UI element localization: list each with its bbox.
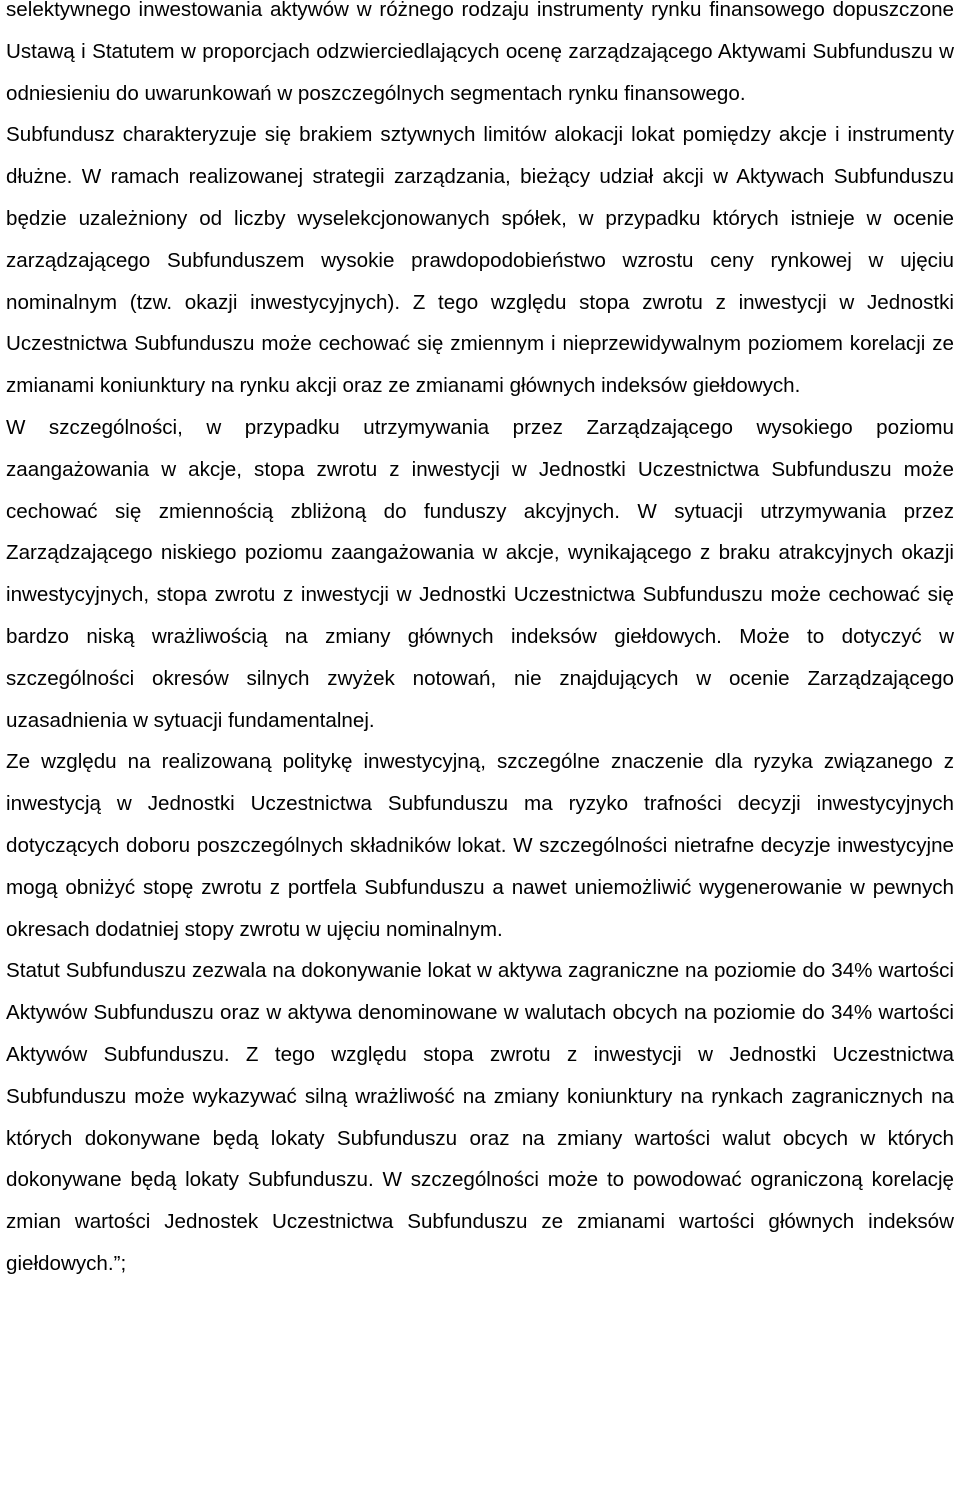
paragraph-allocation-limits: Subfundusz charakteryzuje się brakiem sztywnych limitów alokacji lokat pomiędzy akcje i instrumenty dłużne. W ramach realizowanej strategii zarządzania, bieżący udział akcji w Aktywach Subfunduszu będzie uzależniony od liczby wyselekcjonowanych spółek, w przypadku których istnieje w ocenie zarządzającego Subfunduszem wysokie prawdopodobieństwo wzrostu ceny rynkowej w ujęciu nominalnym (tzw. okazji inwestycyjnych). Z tego względu stopa zwrotu z inwestycji w Jednostki Uczestnictwa Subfunduszu może cechować się zmiennym i nieprzewidywalnym poziomem korelacji ze zmianami koniunktury na rynku akcji oraz ze zmianami głównych indeksów giełdowych.	[6, 123, 954, 398]
paragraph-equity-exposure: W szczególności, w przypadku utrzymywania przez Zarządzającego wysokiego poziomu zaangażowania w akcje, stopa zwrotu z inwestycji w Jednostki Uczestnictwa Subfunduszu może cechować się zmiennością zbliżoną do funduszy akcyjnych. W sytuacji utrzymywania przez Zarządzającego niskiego poziomu zaangażowania w akcje, wynikającego z braku atrakcyjnych okazji inwestycyjnych, stopa zwrotu z inwestycji w Jednostki Uczestnictwa Subfunduszu może cechować się bardzo niską wrażliwością na zmiany głównych indeksów giełdowych. Może to dotyczyć w szczególności okresów silnych zwyżek notowań, nie znajdujących w ocenie Zarządzającego uzasadnienia w sytuacji fundamentalnej.	[6, 415, 954, 732]
paragraph-investment-selection: selektywnego inwestowania aktywów w różnego rodzaju instrumenty rynku finansowego dopuszczone Ustawą i Statutem w proporcjach odzwierciedlających ocenę zarządzającego Aktywami Subfunduszu w odniesieniu do uwarunkowań w poszczególnych segmentach rynku finansowego.	[6, 0, 954, 105]
document-page	[6, 0, 954, 1285]
paragraph-decision-risk: Ze względu na realizowaną politykę inwestycyjną, szczególne znaczenie dla ryzyka związanego z inwestycją w Jednostki Uczestnictwa Subfunduszu ma ryzyko trafności decyzji inwestycyjnych dotyczących doboru poszczególnych składników lokat. W szczególności nietrafne decyzje inwestycyjne mogą obniżyć stopę zwrotu z portfela Subfunduszu a nawet uniemożliwić wygenerowanie w pewnych okresach dodatniej stopy zwrotu w ujęciu nominalnym.	[6, 750, 954, 941]
paragraph-foreign-assets: Statut Subfunduszu zezwala na dokonywanie lokat w aktywa zagraniczne na poziomie do 34% wartości Aktywów Subfunduszu oraz w aktywa denominowane w walutach obcych na poziomie do 34% wartości Aktywów Subfunduszu. Z tego względu stopa zwrotu z inwestycji w Jednostki Uczestnictwa Subfunduszu może wykazywać silną wrażliwość na zmiany koniunktury na rynkach zagranicznych na których dokonywane będą lokaty Subfunduszu oraz na zmiany wartości walut obcych w których dokonywane będą lokaty Subfunduszu. W szczególności może to powodować ograniczoną korelację zmian wartości Jednostek Uczestnictwa Subfunduszu ze zmianami wartości głównych indeksów giełdowych.”;	[6, 959, 954, 1275]
